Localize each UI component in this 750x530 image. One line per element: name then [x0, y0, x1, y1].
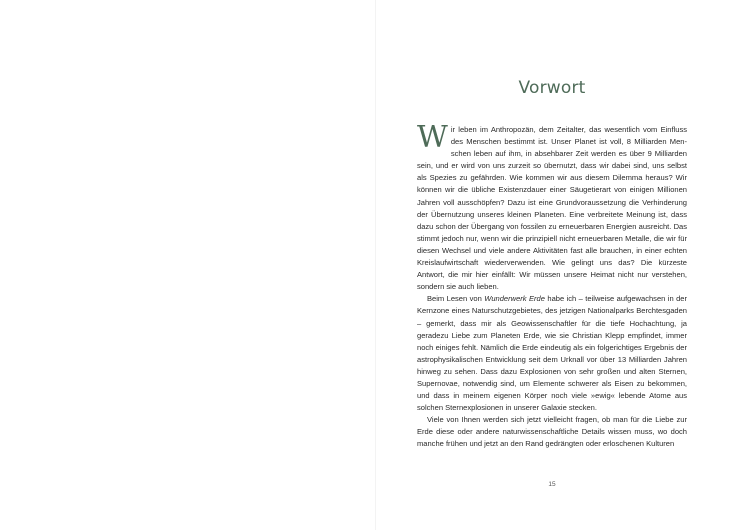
page-number: 15 — [548, 481, 556, 488]
paragraph-2 — [417, 293, 687, 414]
paragraph-1 — [417, 120, 687, 293]
page-gutter — [375, 0, 376, 530]
paragraph-2-text-after: habe ich – teilweise aufgewachsen in der Kernzone eines Naturschutzgebietes, des jetzigen Nationalparks Berchtesgaden – gemerkt, dass mir als Geowissenschaftler für die tiefe Hochachtung, ja geradezu Liebe zum Planeten Erde, wie sie Christian Klepp empfindet, immer noch einiges fehlt. Nämlich die Erde eindeutig als ein folgerichtiges Ergebnis der astrophysikalischen Entwicklung seit dem Urknall vor über 13 Milliarden Jahren hinweg zu sehen. Dass dazu Explosionen von sehr großen und alten Sternen, Supernovae, notwendig sind, um Elemente schwerer als Eisen zu bekommen, und dass in meinem eigenen Körper noch viele »ewig« lebende Atome aus solchen Sternexplosionen in unserer Galaxie stecken. — [417, 294, 687, 413]
paragraph-2-text-before: Beim Lesen von — [427, 294, 485, 304]
paragraph-3: Viele von Ihnen werden sich jetzt vielleicht fragen, ob man für die Liebe zur Erde diese oder andere naturwissenschaftliche Details wissen muss, wo doch manche frühen und jetzt an den Rand gedrängten oder erloschenen Kulturen — [417, 415, 687, 449]
paragraph-1-text: ir leben im Anthropozän, dem Zeitalter, das wesentlich vom Einfluss des Menschen bestimmt ist. Unser Planet ist voll, 8 Milliarden Menschen leben auf ihm, in absehbarer Zeit werden es über 9 Milliarden sein, und er wird von uns zurzeit so übernutzt, dass wir dabei sind, uns selbst als Spezies zu gefährden. Wie kommen wir aus diesem Dilemma heraus? Wir können wir die übliche Existenzdauer einer Säugetierart von einigen Millionen Jahren voll ausschöpfen? Dazu ist eine Grundvoraussetzung die Verhinderung der Übernutzung unseres kleinen Planeten. Eine verbreitete Meinung ist, dass dazu schon der Übergang von fossilen zu erneuerbaren Energien ausreicht. Das stimmt jedoch nur, wenn wir die prinzipiell nicht erneuerbaren Metalle, die wir für diesen Wechsel und viele andere Aktivitäten fast alle brauchen, in einer echten Kreislaufwirtschaft wiederverwenden. Wie gelingt uns das? Die kürzeste Antwort, die mir hier einfällt: Wir müssen unsere Heimat nicht nur verstehen, sondern sie auch lieben. — [417, 125, 687, 292]
body-text — [417, 120, 687, 451]
chapter-title: Vorwort — [518, 78, 586, 98]
drop-cap: W — [417, 120, 448, 155]
right-page — [417, 0, 687, 530]
book-title: Wunderwerk Erde — [484, 294, 545, 304]
